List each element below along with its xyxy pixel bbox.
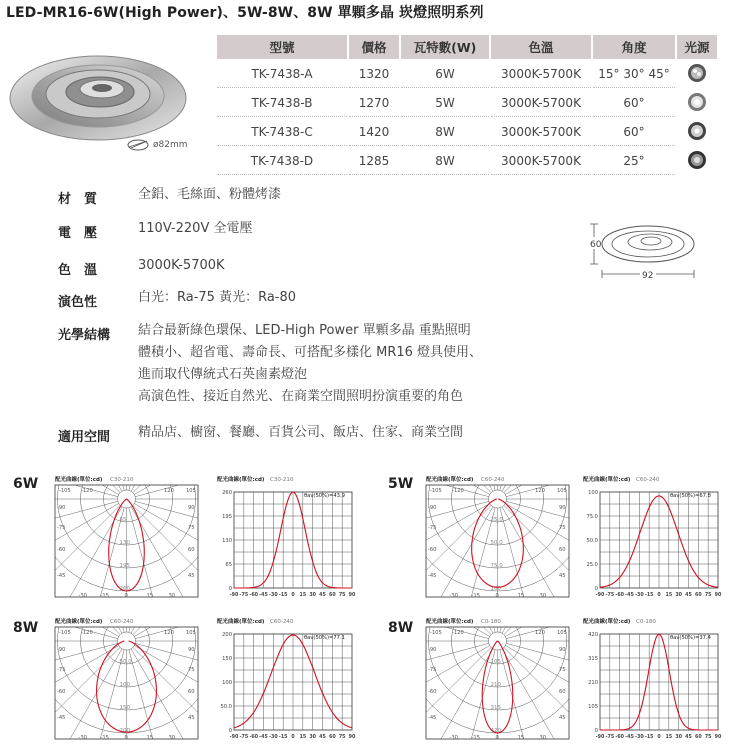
cartesian-x-tick-label: -75 [239,735,249,740]
polar-angle-label: 105 [557,630,567,636]
polar-angle-label: 105 [186,630,196,636]
polar-title: 配光曲線(單位:cd) [426,477,474,483]
cartesian-y-tick-label: 65 [225,562,232,568]
polar-angle-label: 90 [188,647,195,653]
polar-angle-label: -15 [100,735,109,741]
prop-label: 色 溫 [58,263,98,278]
polar-ring-label: 420 [490,728,501,734]
polar-angle-label: -90 [57,647,66,653]
polar-ring-label: 25.0 [490,517,503,523]
cell-light-source [677,61,717,88]
col-model: 型號 [217,35,347,59]
panel-watt-label: 6W [13,476,39,492]
col-angle: 角度 [593,35,675,59]
polar-angle-label: -75 [57,667,66,673]
polar-angle-label: -30 [78,593,87,599]
cell-light-source [677,148,717,175]
col-wattage: 瓦特數(W) [401,35,489,59]
dimension-drawing [584,218,704,284]
polar-center [118,632,136,650]
cartesian-y-tick-label: 105 [588,704,598,710]
panel-watt-label: 8W [13,620,39,636]
polar-center [489,490,507,508]
polar-angle-label: 45 [559,573,566,579]
table-row [217,148,717,175]
cartesian-x-tick-label: -30 [634,735,644,740]
page-title: LED-MR16-6W(High Power)、5W-8W、8W 單顆多晶 崁燈照明系列 [6,5,484,21]
polar-angle-label: -105 [59,630,71,636]
polar-ring-label: 100 [490,586,501,592]
cartesian-chart-8w-b [580,614,730,742]
cartesian-x-tick-label: -90 [229,593,239,598]
polar-angle-label: 45 [188,715,195,721]
polar-angle-label: 60 [559,547,566,553]
polar-angle-label: -75 [428,525,437,531]
cartesian-title: 配光曲線(單位:cd) [583,619,631,625]
polar-angle-label: -45 [57,715,66,721]
cartesian-x-tick-label: -30 [268,735,278,740]
polar-angle-label: 15 [146,593,154,599]
polar-angle-label: -75 [428,667,437,673]
polar-angle-label: -105 [430,488,442,494]
polar-angle-label: -60 [428,689,437,695]
polar-ring-label: 130 [119,540,130,546]
polar-angle-label: 120 [164,630,174,636]
polar-angle-label: -75 [57,525,66,531]
cartesian-y-tick-label: 75.0 [586,514,598,520]
polar-angle-label: -15 [100,593,109,599]
polar-chart-8w-b [423,614,573,742]
cartesian-x-tick-label: -90 [229,735,239,740]
polar-angle-label: -105 [59,488,71,494]
polar-angle-label: 90 [188,505,195,511]
polar-angle-label: 30 [168,735,176,741]
cartesian-y-tick-label: 25.0 [586,562,598,568]
cartesian-y-tick-label: 50.0 [586,538,598,544]
prop-value: 精品店、櫥窗、餐廳、百貨公司、飯店、住家、商業空間 [138,425,464,440]
cartesian-x-tick-label: -30 [268,593,278,598]
polar-angle-label: 105 [186,488,196,494]
polar-angle-label: -60 [57,689,66,695]
col-price: 價格 [349,35,399,59]
polar-angle-label: -60 [428,547,437,553]
polar-angle-label: 30 [539,735,547,741]
cartesian-x-tick-label: 60 [694,593,702,598]
polar-angle-label: 75 [559,667,566,673]
cartesian-x-tick-label: 45 [685,735,692,740]
polar-angle-label: -45 [57,573,66,579]
cartesian-x-tick-label: -15 [644,593,654,598]
cartesian-x-tick-label: -60 [615,735,625,740]
spec-table [215,33,719,177]
cartesian-y-tick-label: 50.0 [220,704,232,710]
cartesian-code: C30-210 [270,477,294,483]
cartesian-y-tick-label: 315 [588,656,598,662]
polar-chart-5w [423,472,573,600]
lamp-c-icon [686,120,708,142]
cartesian-code: C60-240 [636,477,660,483]
cell-model: TK-7438-D [217,148,347,175]
cartesian-theta: θav(50%)=37.4 [670,635,711,641]
cartesian-x-tick-label: -60 [249,593,259,598]
diameter-value: ø82mm [153,140,188,150]
polar-ring-label: 65 [119,517,127,523]
cell-wattage: 5W [401,90,489,117]
cartesian-theta: θav(50%)=77.1 [304,635,345,641]
cell-model: TK-7438-C [217,119,347,146]
polar-angle-label: 120 [164,488,174,494]
cartesian-x-tick-label: 15 [299,593,307,598]
cartesian-x-tick-label: 75 [704,735,712,740]
cartesian-x-tick-label: 45 [319,735,326,740]
cell-price: 1285 [349,148,399,175]
cartesian-x-tick-label: 60 [328,593,336,598]
polar-angle-label: 15 [146,735,154,741]
cell-wattage: 6W [401,61,489,88]
cartesian-x-tick-label: 90 [714,593,722,598]
cartesian-y-tick-label: 195 [222,514,232,520]
polar-angle-label: 75 [559,525,566,531]
polar-title: 配光曲線(單位:cd) [55,477,103,483]
cell-angle: 60° [593,90,675,117]
cell-wattage: 8W [401,119,489,146]
cartesian-x-tick-label: -30 [634,593,644,598]
table-row [217,90,717,117]
cell-angle: 60° [593,119,675,146]
cartesian-y-tick-label: 100 [222,680,232,686]
cartesian-code: C0-180 [636,619,656,625]
cartesian-y-tick-label: 200 [222,632,232,638]
cartesian-x-tick-label: 30 [675,735,683,740]
cartesian-y-tick-label: 0 [594,728,598,734]
cartesian-title: 配光曲線(單位:cd) [217,477,265,483]
cartesian-x-tick-label: -45 [259,593,268,598]
polar-ring-label: 200 [119,728,130,734]
polar-angle-label: 75 [188,525,195,531]
polar-angle-label: -105 [430,630,442,636]
polar-angle-label: 105 [557,488,567,494]
cartesian-x-tick-label: 30 [309,735,317,740]
col-light-source: 光源 [677,35,717,59]
cartesian-x-tick-label: 0 [657,735,661,740]
dim-height: 60 [590,240,602,250]
cartesian-y-tick-label: 0 [228,728,232,734]
cartesian-x-tick-label: -60 [249,735,259,740]
polar-code: C30-210 [110,477,134,483]
polar-angle-label: -120 [452,488,464,494]
cartesian-x-tick-label: 90 [348,593,356,598]
cartesian-x-tick-label: 75 [338,735,346,740]
cartesian-x-tick-label: -45 [259,735,268,740]
prop-label: 光學結構 [58,328,111,343]
polar-angle-label: -15 [471,593,480,599]
prop-label: 材 質 [58,192,98,207]
prop-value: 3000K-5700K [138,258,225,273]
cartesian-y-tick-label: 150 [222,656,232,662]
polar-chart-8w-a [52,614,202,742]
prop-value: 高演色性、接近自然光、在商業空間照明扮演重要的角色 [138,389,464,404]
polar-angle-label: -45 [428,573,437,579]
spec-table-header [217,35,717,59]
cartesian-x-tick-label: 30 [309,593,317,598]
polar-angle-label: -120 [81,488,93,494]
cartesian-code: C60-240 [270,619,294,625]
polar-code: C60-240 [110,619,134,625]
cell-price: 1270 [349,90,399,117]
polar-angle-label: 0 [495,593,499,599]
polar-angle-label: -30 [78,735,87,741]
panel-watt-label: 8W [388,620,414,636]
polar-code: C60-240 [481,477,505,483]
lamp-a-icon [686,62,708,84]
polar-title: 配光曲線(單位:cd) [426,619,474,625]
polar-ring-label: 75.0 [490,563,503,569]
polar-ring-label: 195 [119,563,130,569]
cartesian-x-tick-label: -90 [595,735,605,740]
polar-angle-label: -60 [57,547,66,553]
cartesian-x-tick-label: 15 [665,593,673,598]
polar-angle-label: 60 [559,689,566,695]
cell-color-temp: 3000K-5700K [491,90,591,117]
cartesian-x-tick-label: 75 [338,593,346,598]
polar-angle-label: -90 [428,505,437,511]
cartesian-x-tick-label: 90 [348,735,356,740]
prop-label: 適用空間 [58,430,111,445]
prop-value: 全鋁、毛絲面、粉體烤漆 [138,187,282,202]
polar-angle-label: 30 [168,593,176,599]
product-photo [0,28,200,148]
cartesian-x-tick-label: 75 [704,593,712,598]
cartesian-y-tick-label: 210 [588,680,598,686]
polar-title: 配光曲線(單位:cd) [55,619,103,625]
polar-angle-label: 75 [188,667,195,673]
polar-angle-label: 90 [559,647,566,653]
prop-value: 白光：Ra-75 黃光：Ra-80 [138,290,297,305]
cartesian-title: 配光曲線(單位:cd) [583,477,631,483]
prop-label: 演色性 [58,295,98,310]
polar-angle-label: 60 [188,689,195,695]
lamp-d-icon [686,149,708,171]
cartesian-x-tick-label: 45 [319,593,326,598]
polar-angle-label: 45 [188,573,195,579]
panel-watt-label: 5W [388,476,414,492]
cartesian-chart-8w-a [214,614,359,742]
prop-value: 進而取代傳統式石英鹵素燈泡 [138,367,308,382]
cartesian-x-tick-label: -45 [625,593,634,598]
cartesian-title: 配光曲線(單位:cd) [217,619,265,625]
cell-angle: 25° [593,148,675,175]
cell-model: TK-7438-B [217,90,347,117]
cell-light-source [677,119,717,146]
prop-value: 結合最新綠色環保、LED-High Power 單顆多晶 重點照明 [138,323,471,338]
cartesian-x-tick-label: -75 [239,593,249,598]
polar-angle-label: -90 [57,505,66,511]
polar-ring-label: 260 [119,586,130,592]
polar-angle-label: -30 [449,735,458,741]
prop-value: 體積小、超省電、壽命長、可搭配多樣化 MR16 燈具使用、 [138,345,483,360]
polar-ring-label: 50.0 [119,659,132,665]
dim-width: 92 [642,271,654,281]
polar-angle-label: 60 [188,547,195,553]
cartesian-x-tick-label: -75 [605,735,615,740]
cartesian-y-tick-label: 100 [588,490,598,496]
cell-angle: 15° 30° 45° [593,61,675,88]
cartesian-x-tick-label: 60 [694,735,702,740]
table-row [217,61,717,88]
prop-label: 電 壓 [58,226,98,241]
cartesian-y-tick-label: 260 [222,490,232,496]
cartesian-x-tick-label: 45 [685,593,692,598]
cartesian-chart-5w [580,472,730,600]
cartesian-x-tick-label: -60 [615,593,625,598]
cartesian-chart-6w [214,472,359,600]
polar-angle-label: 15 [517,593,525,599]
cartesian-x-tick-label: 30 [675,593,683,598]
polar-code: C0-180 [481,619,501,625]
cartesian-x-tick-label: 15 [665,735,673,740]
polar-angle-label: 15 [517,735,525,741]
cell-color-temp: 3000K-5700K [491,61,591,88]
polar-angle-label: 0 [495,735,499,741]
cartesian-x-tick-label: 0 [657,593,661,598]
polar-ring-label: 210 [490,682,501,688]
cartesian-y-tick-label: 0 [594,586,598,592]
cartesian-x-tick-label: -45 [625,735,634,740]
cell-price: 1320 [349,61,399,88]
cartesian-y-tick-label: 0 [228,586,232,592]
cartesian-theta: θav(50%)=43.9 [304,493,345,499]
table-row [217,119,717,146]
cartesian-x-tick-label: 90 [714,735,722,740]
polar-angle-label: 90 [559,505,566,511]
polar-angle-label: 45 [559,715,566,721]
cartesian-x-tick-label: -15 [278,593,288,598]
cell-price: 1420 [349,119,399,146]
cell-light-source [677,90,717,117]
polar-angle-label: 120 [535,488,545,494]
cartesian-x-tick-label: -15 [644,735,654,740]
cartesian-y-tick-label: 420 [588,632,598,638]
polar-angle-label: 0 [124,593,128,599]
cutout-icon [127,138,149,152]
polar-ring-label: 315 [490,705,501,711]
cell-model: TK-7438-A [217,61,347,88]
polar-angle-label: -120 [81,630,93,636]
polar-angle-label: 120 [535,630,545,636]
cartesian-x-tick-label: -75 [605,593,615,598]
polar-angle-label: -120 [452,630,464,636]
polar-ring-label: 150 [119,705,130,711]
cell-wattage: 8W [401,148,489,175]
polar-angle-label: -30 [449,593,458,599]
diameter-label [127,138,188,152]
cartesian-x-tick-label: -90 [595,593,605,598]
polar-angle-label: 30 [539,593,547,599]
cartesian-y-tick-label: 130 [222,538,232,544]
polar-angle-label: -90 [428,647,437,653]
prop-value: 110V-220V 全電壓 [138,221,253,236]
polar-ring-label: 100 [119,682,130,688]
polar-angle-label: -15 [471,735,480,741]
cell-color-temp: 3000K-5700K [491,119,591,146]
cartesian-x-tick-label: 0 [291,593,295,598]
cell-color-temp: 3000K-5700K [491,148,591,175]
cartesian-x-tick-label: 15 [299,735,307,740]
cartesian-x-tick-label: -15 [278,735,288,740]
cartesian-theta: θav(50%)=67.8 [670,493,711,499]
polar-angle-label: -45 [428,715,437,721]
cartesian-x-tick-label: 0 [291,735,295,740]
polar-ring-label: 50.0 [490,540,503,546]
lamp-b-icon [686,91,708,113]
col-color-temp: 色溫 [491,35,591,59]
polar-ring-label: 105 [490,659,501,665]
cartesian-x-tick-label: 60 [328,735,336,740]
polar-angle-label: 0 [124,735,128,741]
polar-chart-6w [52,472,202,600]
